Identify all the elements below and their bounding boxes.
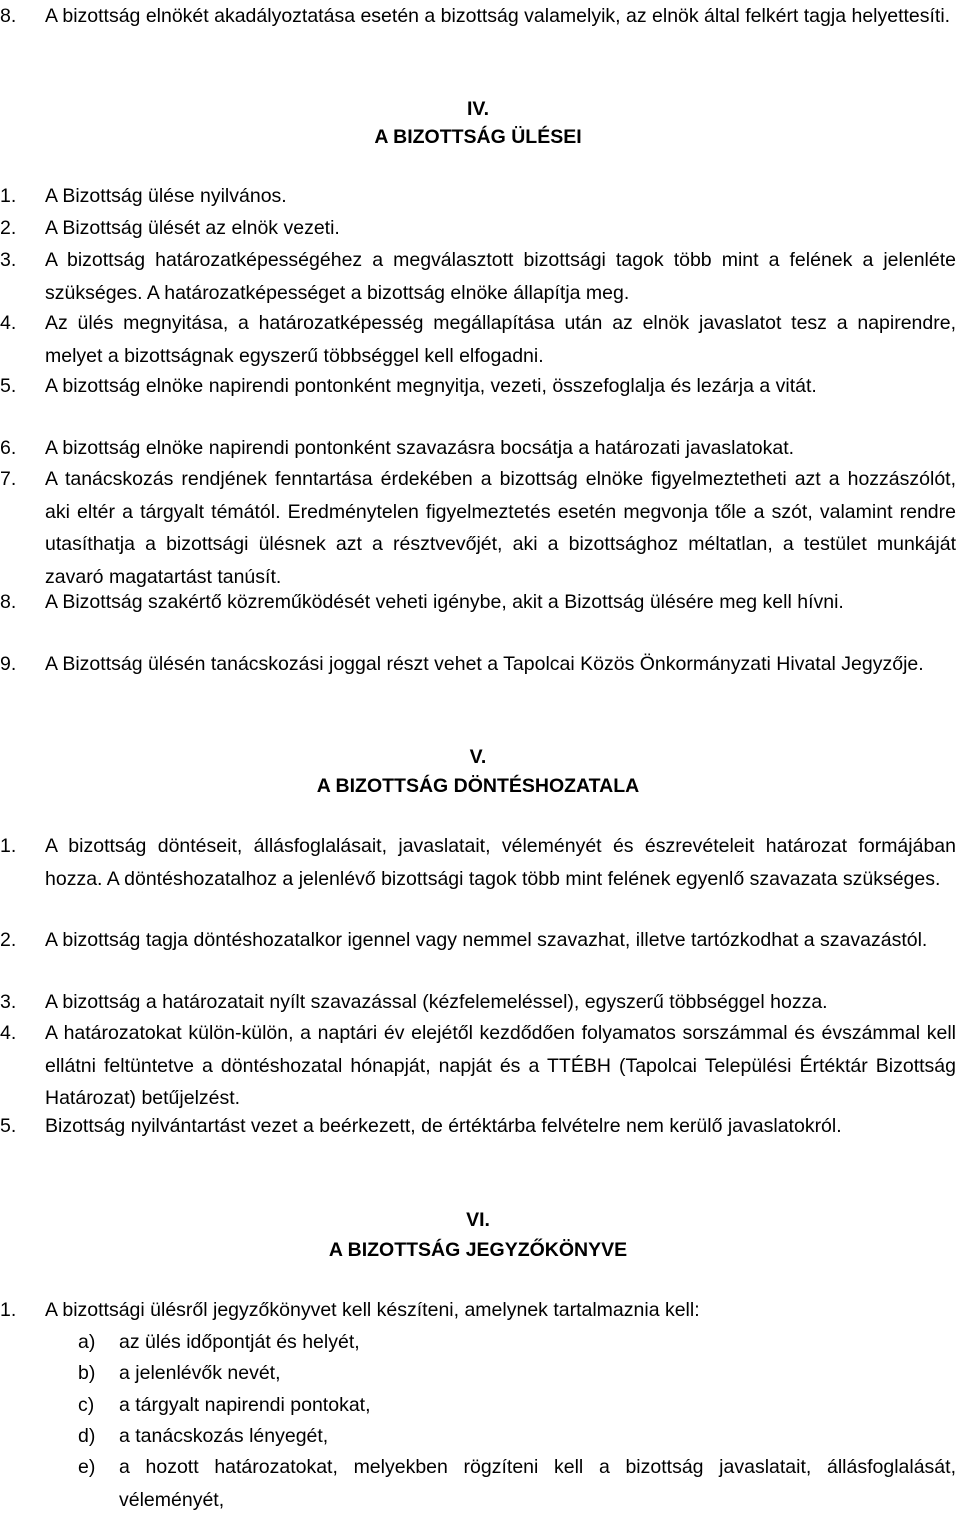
- item-number: 4.: [0, 312, 17, 334]
- sub-item-text: a tárgyalt napirendi pontokat,: [119, 1394, 371, 1416]
- item-text: A Bizottság ülését az elnök vezeti.: [45, 217, 340, 239]
- sub-list-item: [0, 1451, 956, 1516]
- item-number: 8.: [0, 591, 17, 613]
- list-item: [0, 212, 956, 245]
- item-number: 8.: [0, 5, 17, 27]
- list-item: [0, 370, 956, 403]
- sub-list-item: [0, 1420, 956, 1453]
- item-text: A Bizottság szakértő közreműködését veheti igénybe, akit a Bizottság ülésére meg kell hívni.: [45, 591, 844, 613]
- item-text: A bizottság elnöke napirendi pontonként szavazásra bocsátja a határozati javaslatokat.: [45, 437, 795, 459]
- section-title: A BIZOTTSÁG DÖNTÉSHOZATALA: [316, 775, 640, 797]
- list-item: [0, 244, 956, 309]
- section-title: A BIZOTTSÁG JEGYZŐKÖNYVE: [328, 1239, 628, 1261]
- item-number: 1.: [0, 1299, 17, 1321]
- sub-item-text: a jelenlévők nevét,: [119, 1362, 281, 1384]
- sub-item-letter: e): [78, 1456, 96, 1478]
- section-numeral: VI.: [466, 1209, 490, 1231]
- section-numeral: IV.: [466, 98, 490, 120]
- list-item: [0, 924, 956, 957]
- sub-item-letter: c): [78, 1394, 95, 1416]
- item-text: A bizottság tagja döntéshozatalkor igennel vagy nemmel szavazhat, illetve tartózkodhat a szavazástól.: [45, 929, 928, 951]
- item-number: 1.: [0, 835, 17, 857]
- sub-list-item: [0, 1389, 956, 1422]
- list-item: [0, 1017, 956, 1115]
- item-text: A bizottság határozatképességéhez a megválasztott bizottsági tagok több mint a felének a jelenléte szükséges. A határozatképességet a bizottság elnöke állapítja meg.: [45, 249, 956, 304]
- list-item: [0, 463, 956, 593]
- section-title: A BIZOTTSÁG ÜLÉSEI: [374, 126, 582, 148]
- item-number: 9.: [0, 653, 17, 675]
- item-number: 1.: [0, 185, 17, 207]
- list-item: [0, 586, 956, 619]
- list-item: [0, 986, 956, 1019]
- item-number: 5.: [0, 1115, 17, 1137]
- item-number: 6.: [0, 437, 17, 459]
- sub-list-item: [0, 1357, 956, 1390]
- sub-item-text: a hozott határozatokat, melyekben rögzíteni kell a bizottság javaslatait, állásfoglalását, véleményét,: [119, 1456, 956, 1511]
- item-number: 4.: [0, 1022, 17, 1044]
- sub-item-letter: a): [78, 1331, 96, 1353]
- item-number: 2.: [0, 929, 17, 951]
- item-text: A bizottság döntéseit, állásfoglalásait, javaslatait, véleményét és észrevételeit határozat formájában hozza. A döntéshozatalhoz a jelenlévő bizottsági tagok több mint felének egyenlő szavazata szükséges.: [45, 835, 956, 890]
- item-number: 5.: [0, 375, 17, 397]
- item-number: 3.: [0, 991, 17, 1013]
- item-text: A bizottság elnökét akadályoztatása esetén a bizottság valamelyik, az elnök által felkért tagja helyettesíti.: [45, 5, 951, 27]
- list-item: [0, 180, 956, 213]
- sub-item-letter: d): [78, 1425, 96, 1447]
- item-number: 7.: [0, 468, 17, 490]
- item-text: Az ülés megnyitása, a határozatképesség megállapítása után az elnök javaslatot tesz a napirendre, melyet a bizottságnak egyszerű többséggel kell elfogadni.: [45, 312, 956, 367]
- item-text: Bizottság nyilvántartást vezet a beérkezett, de értéktárba felvételre nem kerülő javaslatokról.: [45, 1115, 842, 1137]
- sub-item-letter: b): [78, 1362, 96, 1384]
- item-text: A határozatokat külön-külön, a naptári év elejétől kezdődően folyamatos sorszámmal és évszámmal kell ellátni feltüntetve a döntéshozatal hónapját, napját és a TTÉBH (Tapolcai Települési Értéktár Bizottság Határozat) betűjelzést.: [45, 1022, 956, 1109]
- list-item: [0, 1110, 956, 1143]
- sub-item-text: az ülés időpontját és helyét,: [119, 1331, 360, 1353]
- item-text: A bizottság a határozatait nyílt szavazással (kézfelemeléssel), egyszerű többséggel hozza.: [45, 991, 828, 1013]
- item-text: A tanácskozás rendjének fenntartása érdekében a bizottság elnöke figyelmeztetheti azt a hozzászólót, aki eltér a tárgyalt témától. Eredménytelen figyelmeztetés esetén megvonja tőle a szót, valamint rendre utasíthatja a bizottsági ülésnek azt a résztvevőjét, aki a bizottsághoz méltatlan, a testület munkáját zavaró magatartást tanúsít.: [45, 468, 956, 588]
- item-text: A bizottság elnöke napirendi pontonként megnyitja, vezeti, összefoglalja és lezárja a vitát.: [45, 375, 817, 397]
- list-item: [0, 307, 956, 372]
- list-item: [0, 432, 956, 465]
- sub-item-text: a tanácskozás lényegét,: [119, 1425, 329, 1447]
- item-text: A Bizottság ülése nyilvános.: [45, 185, 287, 207]
- list-item: [0, 830, 956, 895]
- item-text: A bizottsági ülésről jegyzőkönyvet kell készíteni, amelynek tartalmaznia kell:: [45, 1299, 700, 1321]
- item-number: 3.: [0, 249, 17, 271]
- item-text: A Bizottság ülésén tanácskozási joggal részt vehet a Tapolcai Közös Önkormányzati Hivatal Jegyzője.: [45, 653, 924, 675]
- item-number: 2.: [0, 217, 17, 239]
- sub-list-item: [0, 1326, 956, 1359]
- list-item: [0, 1294, 956, 1327]
- list-item: [0, 648, 956, 681]
- list-item: [0, 0, 956, 33]
- section-numeral: V.: [469, 746, 487, 768]
